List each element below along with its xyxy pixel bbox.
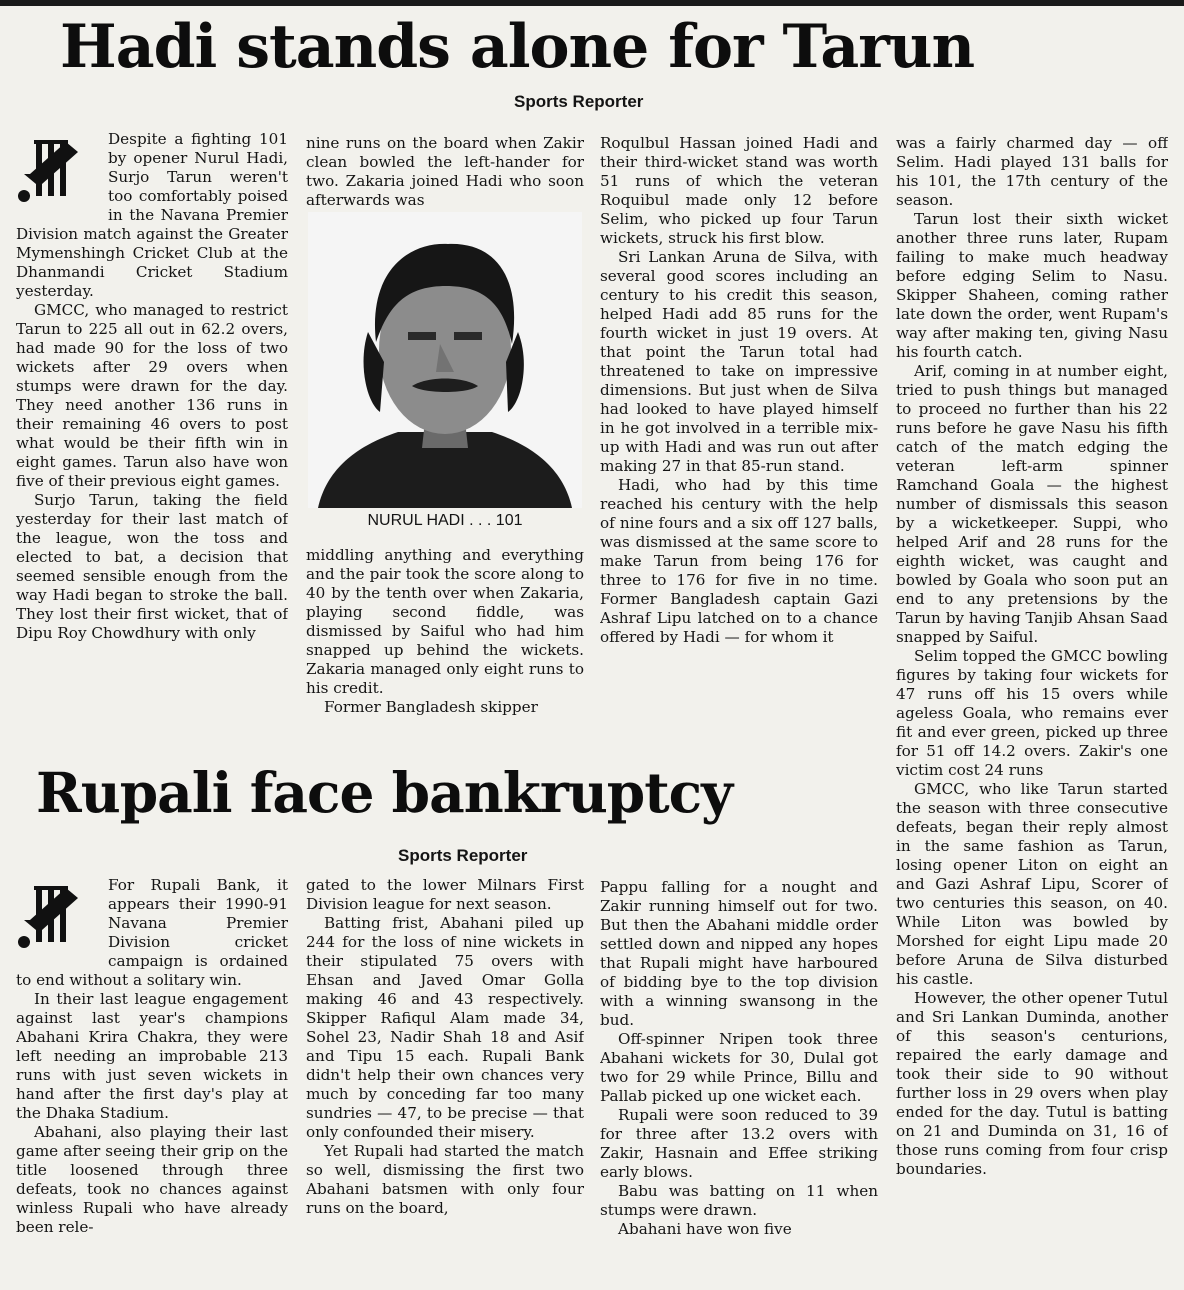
cricket-stumps-bat-icon [16,134,98,206]
paragraph: gated to the lower Milnars First Division league for next season. [306,876,584,913]
article2-column-2 [306,876,584,1276]
headline-hadi: Hadi stands alone for Tarun [60,12,975,82]
paragraph: Off-spinner Nripen took three Abahani wickets for 30, Dulal got two for 29 while Prince, Billu and Pallab picked up one wicket each. [600,1030,878,1105]
article1-column-3 [600,134,878,746]
paragraph: Rupali were soon reduced to 39 for three after 13.2 overs with Zakir, Hasnain and Effee striking early blows. [600,1106,878,1181]
paragraph: GMCC, who managed to restrict Tarun to 225 all out in 62.2 overs, had made 90 for the loss of two wickets after 29 overs when stumps were drawn for the day. They need another 136 runs in their remaining 46 overs to post what would be their fifth win in eight games. Tarun also have won five of their previous eight games. [16,301,288,490]
paragraph: Former Bangladesh skipper [324,698,538,716]
paragraph: Roqulbul Hassan joined Hadi and their third-wicket stand was worth 51 runs of which the veteran Roquibul made only 12 before Selim, who picked up four Tarun wickets, struck his first blow. [600,134,878,247]
photo-caption: NURUL HADI . . . 101 [367,512,523,529]
article1-column-2-bottom [306,546,584,746]
paragraph: was a fairly charmed day — off Selim. Hadi played 131 balls for his 101, the 17th century of the season. [896,134,1168,209]
paragraph: Arif, coming in at number eight, tried to push things but managed to proceed no further than his 22 runs before he gave Nasu his fifth catch of the match edging the veteran left-arm spinner Ramchand Goala — the highest number of dismissals this season by a wicketkeeper. Suppi, who helped Arif and 28 runs for the eighth wicket, was caught and bowled by Goala who soon put an end to any pretensions by the Tarun by having Tanjib Ahsan Saad snapped by Saiful. [896,362,1168,646]
paragraph: Batting frist, Abahani piled up 244 for the loss of nine wickets in their stipulated 75 overs with Ehsan and Javed Omar Golla making 46 and 43 respectively. Skipper Rafiqul Alam made 34, Sohel 23, Nadir Shah 18 and Asif and Tipu 15 each. Rupali Bank didn't help their own chances very much by conceding far too many sundries — 47, to be precise — that only confounded their misery. [306,914,584,1141]
byline-article1: Sports Reporter [514,92,644,111]
paragraph: middling anything and everything and the pair took the score along to 40 by the tenth over when Zakaria, playing second fiddle, was dismissed by Saiful who had him snapped up behind the wickets. Zakaria managed only eight runs to his credit. [306,546,584,697]
cricket-stumps-bat-icon [16,880,98,952]
paragraph: nine runs on the board when Zakir clean bowled the left-hander for two. Zakaria joined Hadi who soon afterwards was [306,134,584,209]
article2-column-1 [16,876,288,1276]
paragraph: Abahani, also playing their last game after seeing their grip on the title loosened through three defeats, took no chances against winless Rupali who have already been rele- [16,1123,288,1236]
article1-column-2-top [306,134,584,216]
paragraph: Selim topped the GMCC bowling figures by taking four wickets for 47 runs off his 15 overs while ageless Goala, who remains ever fit and ever green, picked up three for 51 off 14.2 overs. Zakir's one victim cost 24 runs [896,647,1168,779]
paragraph: Pappu falling for a nought and Zakir running himself out for two. But then the Abahani middle order settled down and nipped any hopes that Rupali might have harboured of bidding bye to the top division with a winning swansong in the bud. [600,878,878,1029]
paragraph: However, the other opener Tutul and Sri Lankan Duminda, another of this season's centurions, repaired the early damage and took their side to 90 without further loss in 29 overs when play ended for the day. Tutul is batting on 21 and Duminda on 31, 16 of those runs coming from four crisp boundaries. [896,989,1168,1178]
paragraph: In their last league engagement against last year's champions Abahani Krira Chakra, they were left needing an improbable 213 runs with just seven wickets in hand after the first day's play at the Dhaka Stadium. [16,990,288,1122]
paragraph: GMCC, who like Tarun started the season with three consecutive defeats, began their reply almost in the same fashion as Tarun, losing opener Liton on eight an and Gazi Ashraf Lipu, Scorer of two centuries this season, on 40. While Liton was bowled by Morshed for eight Lipu made 20 before Aruna de Silva disturbed his castle. [896,780,1168,988]
paragraph: Abahani have won five [618,1220,792,1238]
paragraph: Yet Rupali had started the match so well, dismissing the first two Abahani batsmen with only four runs on the board, [306,1142,584,1217]
article2-column-3 [600,878,878,1278]
paragraph: Despite a fighting 101 by opener Nurul Hadi, Surjo Tarun weren't too comfortably poised in the Navana Premier Division match against the Greater Mymenshingh Cricket Club at the Dhanmandi Cricket Stadium yesterday. [16,130,288,300]
article1-column-4 [896,134,1168,1284]
byline-article2: Sports Reporter [398,846,528,865]
paragraph: For Rupali Bank, it appears their 1990-91 Navana Premier Division cricket campaign is ordained to end without a solitary win. [16,876,288,989]
paragraph: Babu was batting on 11 when stumps were drawn. [600,1182,878,1219]
top-rule [0,0,1184,6]
paragraph: Tarun lost their sixth wicket another three runs later, Rupam failing to make much headway before edging Selim to Nasu. Skipper Shaheen, coming rather late down the order, went Rupam's way after making ten, giving Nasu his fourth catch. [896,210,1168,361]
paragraph: Sri Lankan Aruna de Silva, with several good scores including an century to his credit this season, helped Hadi add 85 runs for the fourth wicket in just 19 overs. At that point the Tarun total had threatened to take on impressive dimensions. But just when de Silva had looked to have played himself in he got involved in a terrible mix-up with Hadi and was run out after making 27 in that 85-run stand. [600,248,878,475]
headline-rupali: Rupali face bankruptcy [36,760,733,825]
paragraph: Hadi, who had by this time reached his century with the help of nine fours and a six off 127 balls, was dismissed at the same score to make Tarun from being 176 for three to 176 for five in no time. Former Bangladesh captain Gazi Ashraf Lipu latched on to a chance offered by Hadi — for whom it [600,476,878,646]
paragraph: Surjo Tarun, taking the field yesterday for their last match of the league, won the toss and elected to bat, a decision that seemed sensible enough from the way Hadi began to stroke the ball. They lost their first wicket, that of Dipu Roy Chowdhury with only [16,491,288,642]
portrait-photo [308,212,582,508]
article1-column-1 [16,130,288,750]
